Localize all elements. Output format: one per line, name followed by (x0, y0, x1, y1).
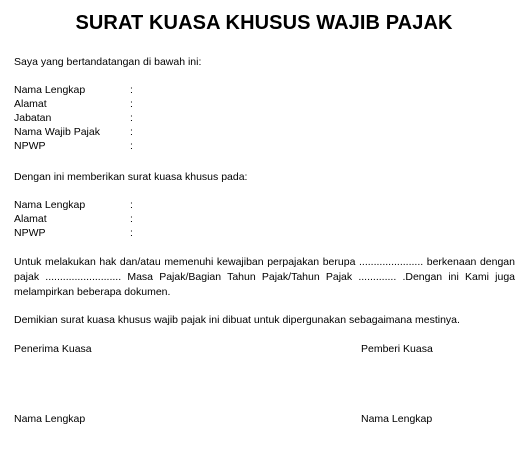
field-separator: : (130, 227, 133, 239)
field-label: Nama Lengkap (14, 199, 86, 211)
field-label: Nama Wajib Pajak (14, 126, 100, 138)
closing-statement: Demikian surat kuasa khusus wajib pajak ini dibuat untuk dipergunakan sebagaimana mestinya. (14, 314, 460, 326)
purpose-paragraph: Untuk melakukan hak dan/atau memenuhi kewajiban perpajakan berupa ...................... berkenaan dengan pajak .......................... Masa Pajak/Bagian Tahun Pajak/Tahun Pajak ............. .Dengan ini Kami juga melampirkan beberapa dokumen. (14, 256, 515, 298)
giver-name: Nama Lengkap (361, 413, 433, 425)
field-separator: : (130, 98, 133, 110)
field-separator: : (130, 213, 133, 225)
receiver-name: Nama Lengkap (14, 413, 86, 425)
field-label: Alamat (14, 213, 47, 225)
receiver-title: Penerima Kuasa (14, 343, 92, 355)
field-label: NPWP (14, 140, 46, 152)
field-separator: : (130, 140, 133, 152)
grant-statement: Dengan ini memberikan surat kuasa khusus pada: (14, 171, 248, 183)
field-label: Jabatan (14, 112, 52, 124)
giver-title: Pemberi Kuasa (361, 343, 433, 355)
field-separator: : (130, 112, 133, 124)
field-label: Nama Lengkap (14, 84, 86, 96)
field-separator: : (130, 199, 133, 211)
field-separator: : (130, 126, 133, 138)
intro-text: Saya yang bertandatangan di bawah ini: (14, 56, 202, 68)
field-label: Alamat (14, 98, 47, 110)
field-label: NPWP (14, 227, 46, 239)
document-title: SURAT KUASA KHUSUS WAJIB PAJAK (75, 12, 453, 34)
field-separator: : (130, 84, 133, 96)
